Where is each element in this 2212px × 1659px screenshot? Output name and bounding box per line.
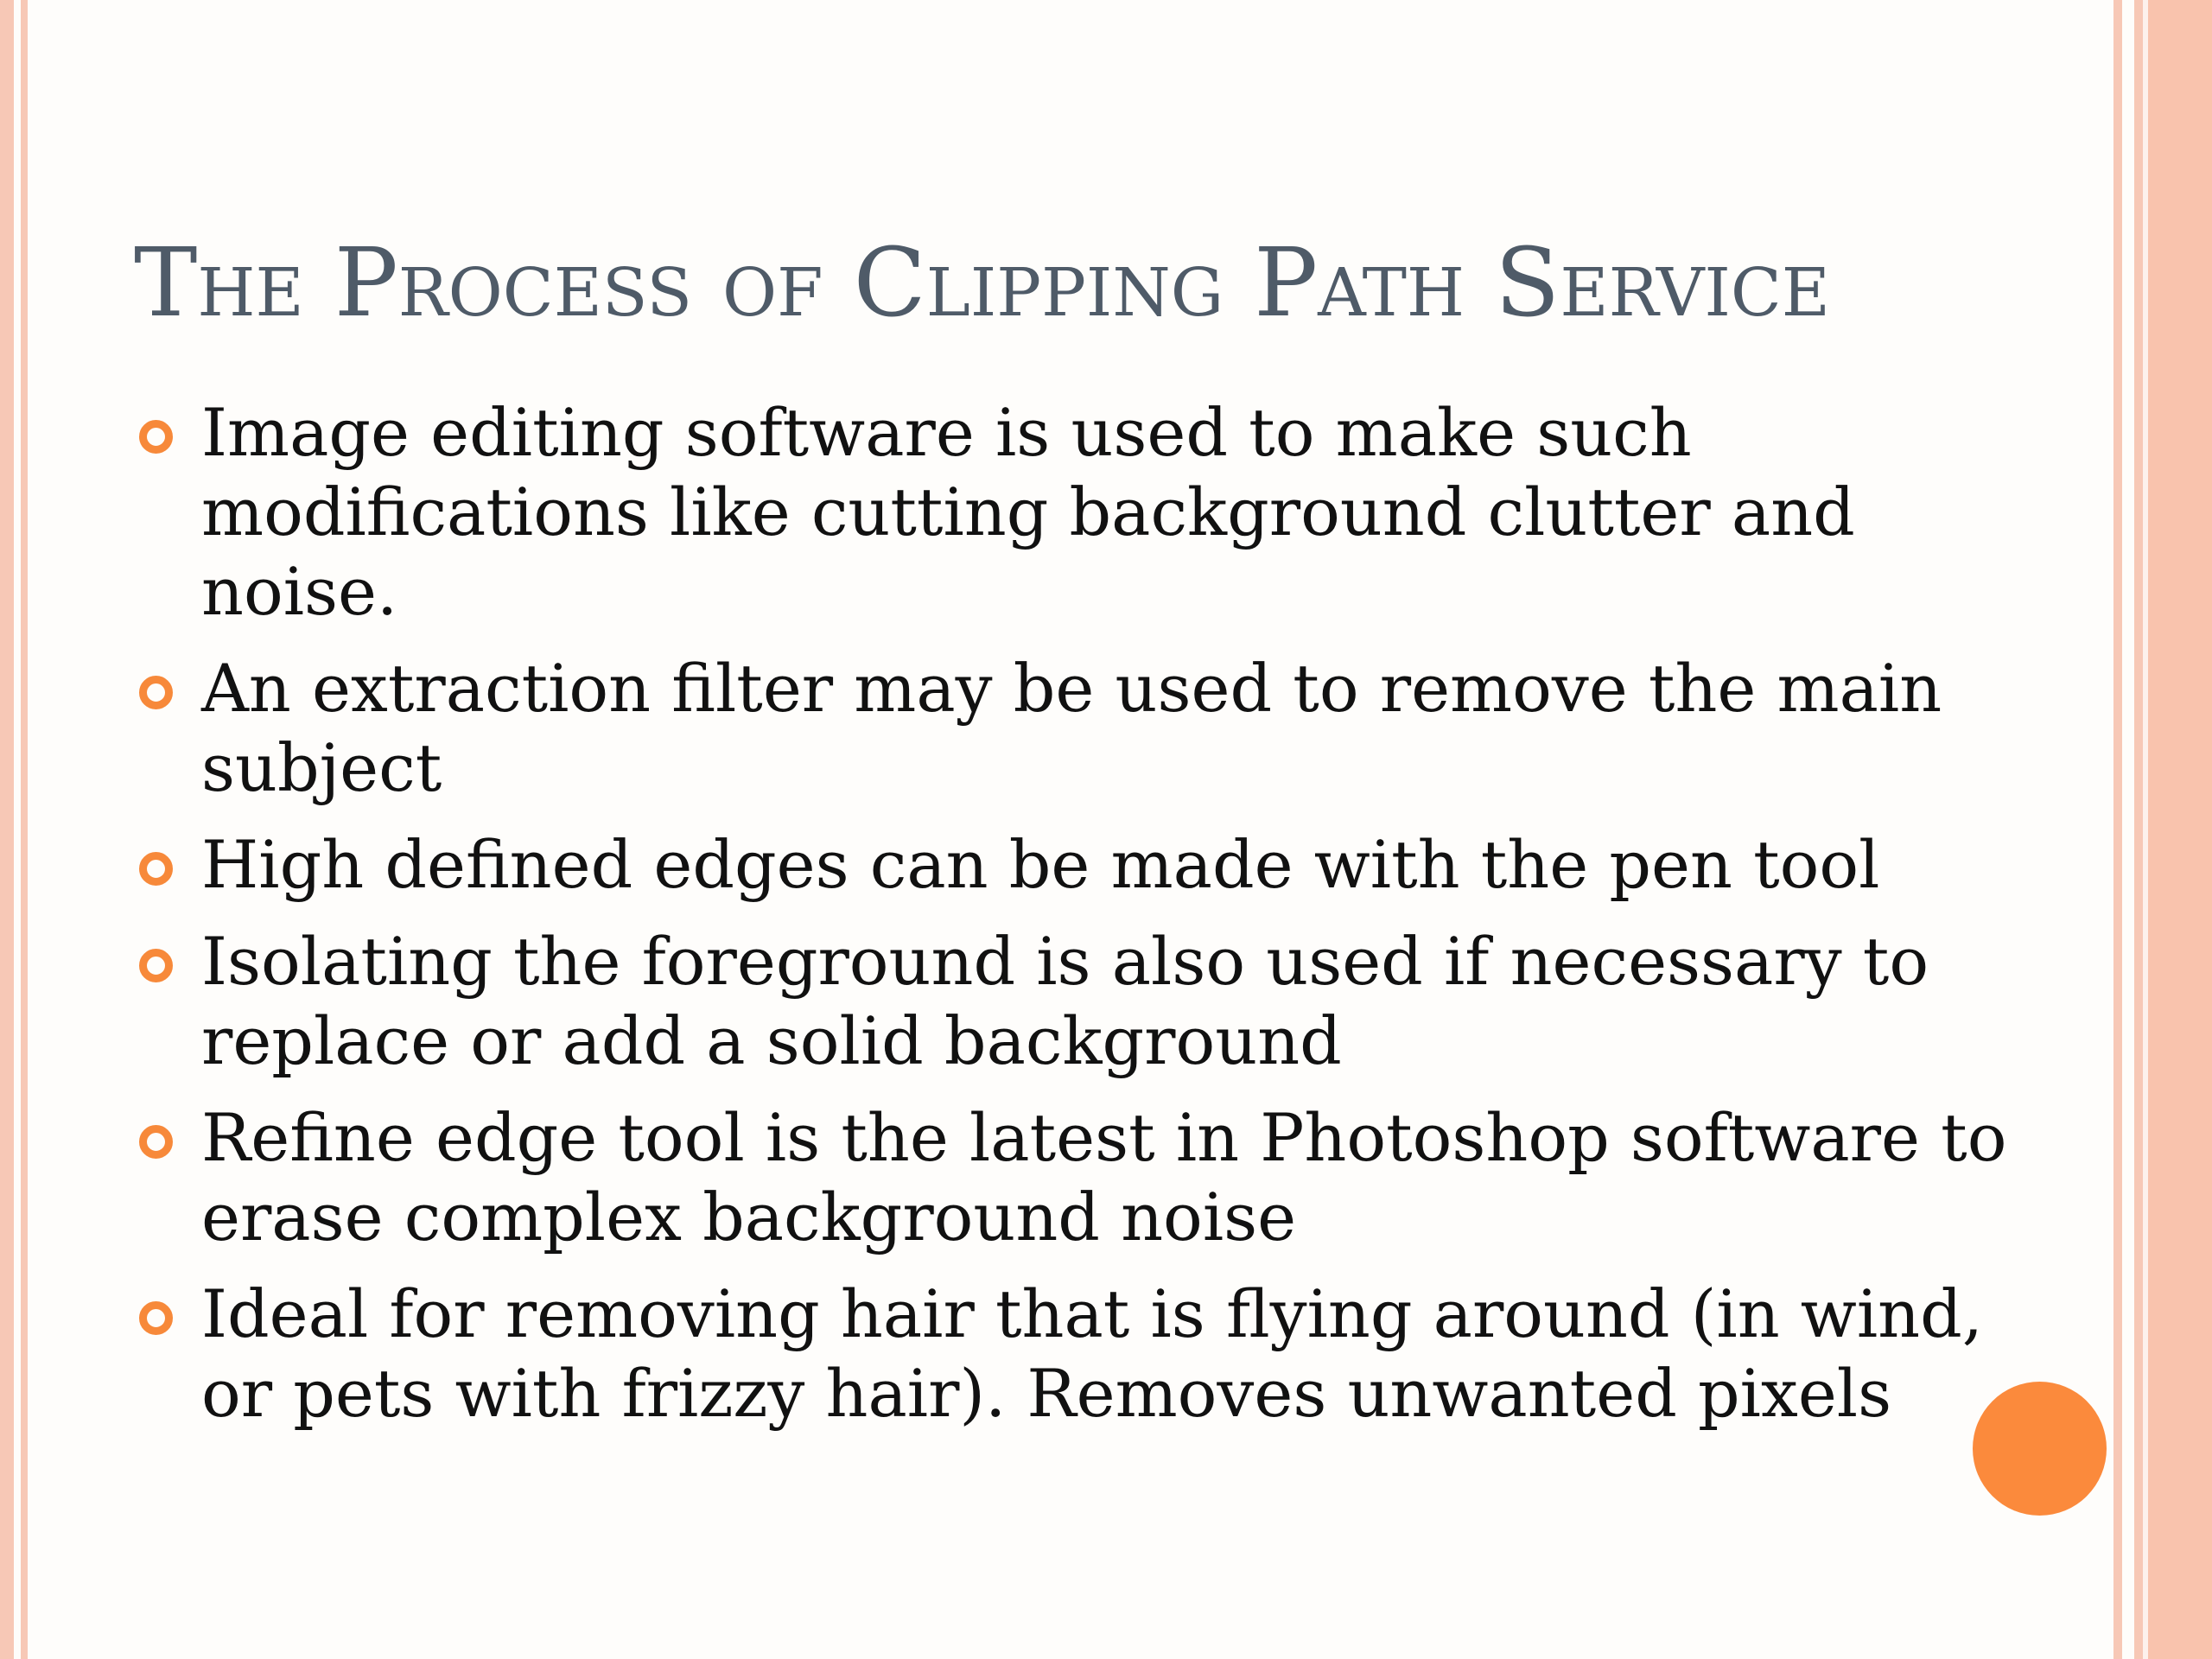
right-frame-border xyxy=(2148,0,2212,1659)
bullet-text: High defined edges can be made with the pen tool xyxy=(201,826,1880,903)
bullet-item xyxy=(134,1274,2035,1433)
left-frame-line xyxy=(21,0,28,1659)
orange-circle-decoration xyxy=(1973,1382,2107,1516)
slide-title: The Process of Clipping Path Service xyxy=(134,227,1830,338)
bullet-ring-icon xyxy=(139,420,173,454)
right-frame-line xyxy=(2134,0,2143,1659)
bullet-item xyxy=(134,649,2035,808)
left-frame-border xyxy=(0,0,14,1659)
bullet-text: Ideal for removing hair that is flying around (in wind, or pets with frizzy hair). Removes unwanted pixels xyxy=(201,1275,1983,1432)
bullet-text: Image editing software is used to make such modifications like cutting background clutter and noise. xyxy=(201,394,1855,630)
bullet-item xyxy=(134,922,2035,1081)
bullet-item xyxy=(134,1098,2035,1257)
bullet-text: Isolating the foreground is also used if necessary to replace or add a solid background xyxy=(201,923,1929,1079)
bullet-text: Refine edge tool is the latest in Photoshop software to erase complex background noise xyxy=(201,1099,2007,1255)
bullet-item xyxy=(134,825,2035,905)
bullet-ring-icon xyxy=(139,676,173,709)
bullet-ring-icon xyxy=(139,949,173,982)
bullet-list xyxy=(134,393,2035,1451)
bullet-ring-icon xyxy=(139,1125,173,1159)
bullet-item xyxy=(134,393,2035,632)
bullet-ring-icon xyxy=(139,1301,173,1335)
right-frame-line xyxy=(2113,0,2122,1659)
bullet-text: An extraction filter may be used to remove the main subject xyxy=(201,650,1942,806)
bullet-ring-icon xyxy=(139,852,173,886)
